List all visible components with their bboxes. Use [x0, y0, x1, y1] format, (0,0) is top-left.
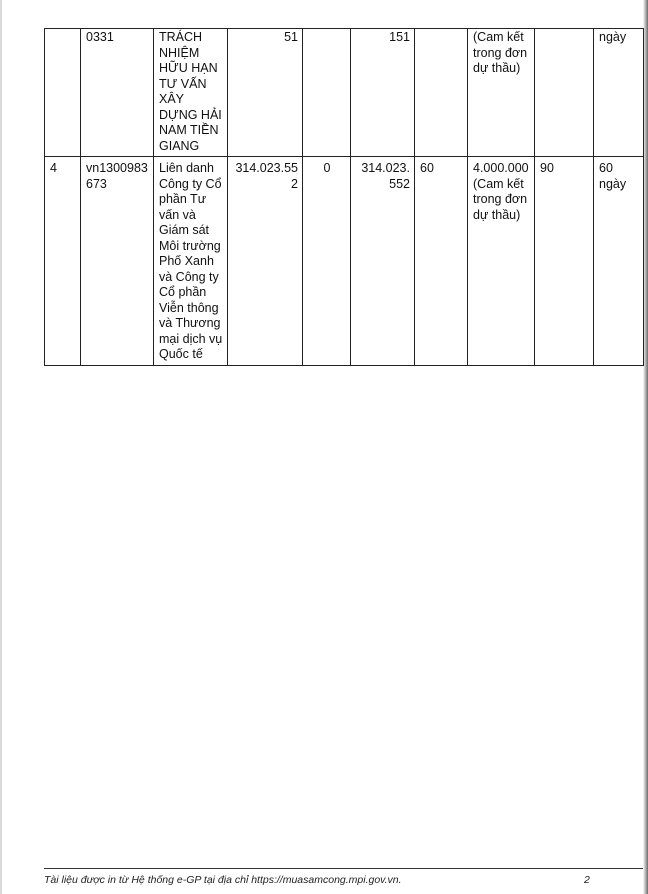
validity-cell: 60 — [415, 157, 468, 366]
stt-cell: 4 — [45, 157, 81, 366]
bidder-code-cell: 0331 — [81, 29, 154, 157]
guarantee-days-cell — [535, 29, 594, 157]
stt-cell — [45, 29, 81, 157]
execution-time-cell: ngày — [594, 29, 644, 157]
discount-cell — [303, 29, 351, 157]
bid-price-cell: 51 — [228, 29, 303, 157]
bidder-name-cell: TRÁCH NHIỆM HỮU HẠN TƯ VẤN XÂY DỰNG HẢI NAM TIỀN GIANG — [154, 29, 228, 157]
bid-results-table — [44, 28, 644, 366]
guarantee-cell: (Cam kết trong đơn dự thầu) — [468, 29, 535, 157]
price-after-discount-cell: 151 — [351, 29, 415, 157]
footer-note: Tài liệu được in từ Hệ thống e-GP tại địa chỉ https://muasamcong.mpi.gov.vn. — [44, 874, 402, 886]
price-after-discount-cell: 314.023.552 — [351, 157, 415, 366]
bidder-code-cell: vn1300983673 — [81, 157, 154, 366]
execution-time-cell: 60 ngày — [594, 157, 644, 366]
table-row — [45, 29, 644, 157]
page-left-edge — [0, 0, 2, 894]
validity-cell — [415, 29, 468, 157]
guarantee-days-cell: 90 — [535, 157, 594, 366]
bidder-name-cell: Liên danh Công ty Cổ phần Tư vấn và Giám sát Môi trường Phố Xanh và Công ty Cổ phần Viễn thông và Thương mại dịch vụ Quốc tế — [154, 157, 228, 366]
page-number: 2 — [584, 874, 590, 886]
bid-price-cell: 314.023.552 — [228, 157, 303, 366]
discount-cell: 0 — [303, 157, 351, 366]
footer-divider — [44, 868, 643, 869]
guarantee-cell: 4.000.000 (Cam kết trong đơn dự thầu) — [468, 157, 535, 366]
table-row — [45, 157, 644, 366]
